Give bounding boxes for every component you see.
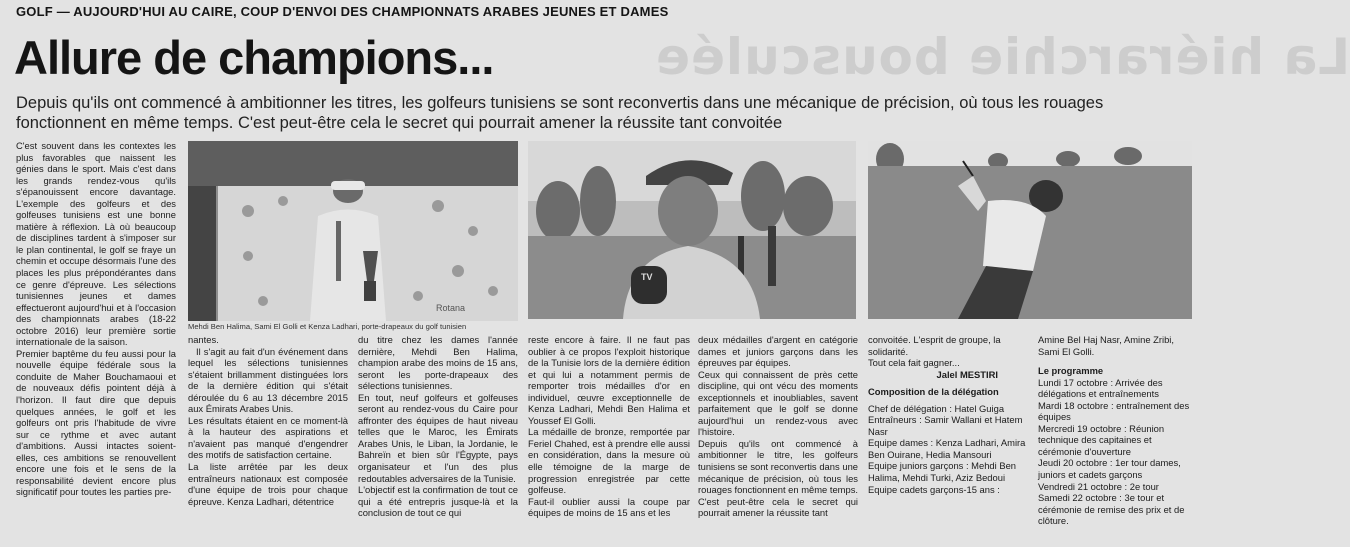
paragraph: Amine Bel Haj Nasr, Amine Zribi, Sami El Golli. xyxy=(1038,334,1174,357)
paragraph: L'objectif est la confirmation de tout ce qui a été entrepris jusque-là et la conclusion de tout ce qui xyxy=(358,484,518,519)
photo-interview xyxy=(528,141,856,319)
article-column-2 xyxy=(188,334,348,544)
paragraph: Ceux qui connaissent de près cette discipline, qui ont vécu des moments exceptionnels et inoubliables, savent parfaitement que le golf se donne aujourd'hui un rendez-vous avec l'histoire. xyxy=(698,368,858,438)
article-column-5 xyxy=(698,334,858,544)
paragraph: C'est peut-être cela le secret qui pourrait amener la réussite tant xyxy=(698,495,858,519)
paragraph: En tout, neuf golfeurs et golfeuses seront au rendez-vous du Caire pour affronter des équipes de haut niveau telles que le Maroc, les Émirats Arabes Unis, le Liban, la Jordanie, le Bahreïn et bien sûr l'Égypte, pays organisateur et l'un des plus redoutables adversaires de la Tunisie. xyxy=(358,391,518,484)
paragraph: La médaille de bronze, remportée par Feriel Chahed, est à prendre elle aussi en considération, dans la mesure où elle témoigne de la marge de progression enregistrée par cette golfeuse. xyxy=(528,426,690,496)
list-item: Lundi 17 octobre : Arrivée des délégations et entraînements xyxy=(1038,376,1163,400)
photo-golf-swing xyxy=(868,141,1192,319)
list-item: Jeudi 20 octobre : 1er tour dames, juniors et cadets garçons xyxy=(1038,457,1181,481)
composition-heading: Composition de la délégation xyxy=(868,386,999,398)
paragraph: Tout cela fait gagner... xyxy=(868,357,960,369)
lead-paragraph: Depuis qu'ils ont commencé à ambitionner les titres, les golfeurs tunisiens se sont reconvertis dans une mécanique de précision, où tous les rouages fonctionnent en même temps. C'est peut-être cela le secret qui pourrait amener la réussite tant convoitée xyxy=(16,94,1104,132)
article-column-3 xyxy=(358,334,518,544)
list-item: Entraîneurs : Samir Wallani et Hatem Nasr xyxy=(868,414,1023,437)
bleed-through-headline: La hiérarchie bousculée xyxy=(655,28,1350,86)
article-column-7 xyxy=(1038,334,1194,544)
paragraph: reste encore à faire. Il ne faut pas oublier à ce propos l'exploit historique de la Tunisie lors de la dernière édition et qui lui a notamment permis de remporter trois médailles d'or en individuel, œuvre exceptionnelle de Kenza Ladhari, Mehdi Ben Halima et Youssef El Golli. xyxy=(528,334,690,426)
kicker: GOLF — AUJOURD'HUI AU CAIRE, COUP D'ENVOI DES CHAMPIONNATS ARABES JEUNES ET DAMES xyxy=(16,4,669,19)
paragraph: convoitée. L'esprit de groupe, la solidarité. xyxy=(868,334,1001,357)
article-column-1 xyxy=(16,140,176,544)
banner-text: Rotana xyxy=(436,303,466,313)
paragraph: Il s'agit au fait d'un événement dans lequel les sélections tunisiennes s'étaient brillamment distinguées lors de la dernière édition qui s'était déroulée du 6 au 13 décembre 2015 aux Émirats Arabes Unis. xyxy=(188,345,348,415)
article-column-6 xyxy=(868,334,1028,544)
paragraph: Premier baptême du feu aussi pour la nouvelle équipe fédérale sous la conduite de Maher Bouchamaoui et de nouveaux défis pointent déjà à l'horizon. Il faut dire que depuis quelques années, le golf et les golfeurs ont pris l'habitude de vivre sur ce rythme et avec autant d'ambitions. Aussi intactes soient-elles, ces ambitions se renouvellent encore une fois et le sens de la responsabilité devient encore plus significatif pour toutes les parties pre- xyxy=(16,347,176,498)
list-item: Mercredi 19 octobre : Réunion technique des capitaines et cérémonie d'ouverture xyxy=(1038,422,1165,457)
paragraph: C'est souvent dans les contextes les plus favorables que naissent les génies dans le sport. Mais c'est dans les grands rendez-vous qu'ils s'épanouissent encore davantage. L'exemple des golfeurs et des golfeuses tunisiens est une bonne matière à réflexion. Là où beaucoup de disciplines tardent à s'imposer sur le plan continental, le golf se fraye un chemin et occupe désormais l'une des places les plus prépondérantes dans ce genre d'épreuve. Les sélections tunisiennes jeunes et dames effectueront aujourd'hui et à l'occasion des championnats arabes (18-22 octobre 2016) leur première sortie internationale de la saison. xyxy=(16,140,176,348)
paragraph: Depuis qu'ils ont commencé à ambitionner le titre, les golfeurs tunisiens se sont reconvertis dans une mécanique de précision, où tous les rouages fonctionnent en même temps. xyxy=(698,437,858,496)
photo-trophy-golfer xyxy=(188,141,518,321)
article-column-4 xyxy=(528,334,690,544)
list-item: Samedi 22 octobre : 3e tour et cérémonie de remise des prix et de clôture. xyxy=(1038,492,1185,527)
paragraph: nantes. xyxy=(188,334,219,345)
paragraph: Les résultats étaient en ce moment-là à la hauteur des aspirations et n'avaient pas manqué d'engendrer des motifs de satisfaction certaine. xyxy=(188,414,348,461)
page-title: Allure de champions... xyxy=(14,31,494,84)
list-item: Equipe dames : Kenza Ladhari, Amira Ben Ouirane, Hedia Mansouri xyxy=(868,437,1026,460)
paragraph: La liste arrêtée par les deux entraîneurs nationaux est composée d'une équipe de trois pour chaque épreuve. Kenza Ladhari, détentrice xyxy=(188,461,348,507)
list-item: Chef de délégation : Hatel Guiga xyxy=(868,402,1005,414)
paragraph: du titre chez les dames l'année dernière, Mehdi Ben Halima, champion arabe des moins de 15 ans, seront les porte-drapeaux des sélections tunisiennes. xyxy=(358,334,518,392)
author-signature: Jalel MESTIRI xyxy=(936,368,998,380)
paragraph: Faut-il oublier aussi la coupe par équipes de moins de 15 ans et les xyxy=(528,495,690,519)
list-item: Equipe juniors garçons : Mehdi Ben Halima, Mehdi Turki, Aziz Bedoui xyxy=(868,460,1017,484)
paragraph: deux médailles d'argent en catégorie dames et juniors garçons dans les épreuves par équipes. xyxy=(698,334,858,369)
list-item: Equipe cadets garçons-15 ans : xyxy=(868,483,1000,495)
list-item: Vendredi 21 octobre : 2e tour xyxy=(1038,480,1159,492)
microphone-label: TV xyxy=(641,272,653,282)
programme-heading: Le programme xyxy=(1038,365,1104,377)
list-item: Mardi 18 octobre : entraînement des équipes xyxy=(1038,399,1190,423)
photo-caption: Mehdi Ben Halima, Sami El Golli et Kenza Ladhari, porte-drapeaux du golf tunisien xyxy=(188,322,467,331)
